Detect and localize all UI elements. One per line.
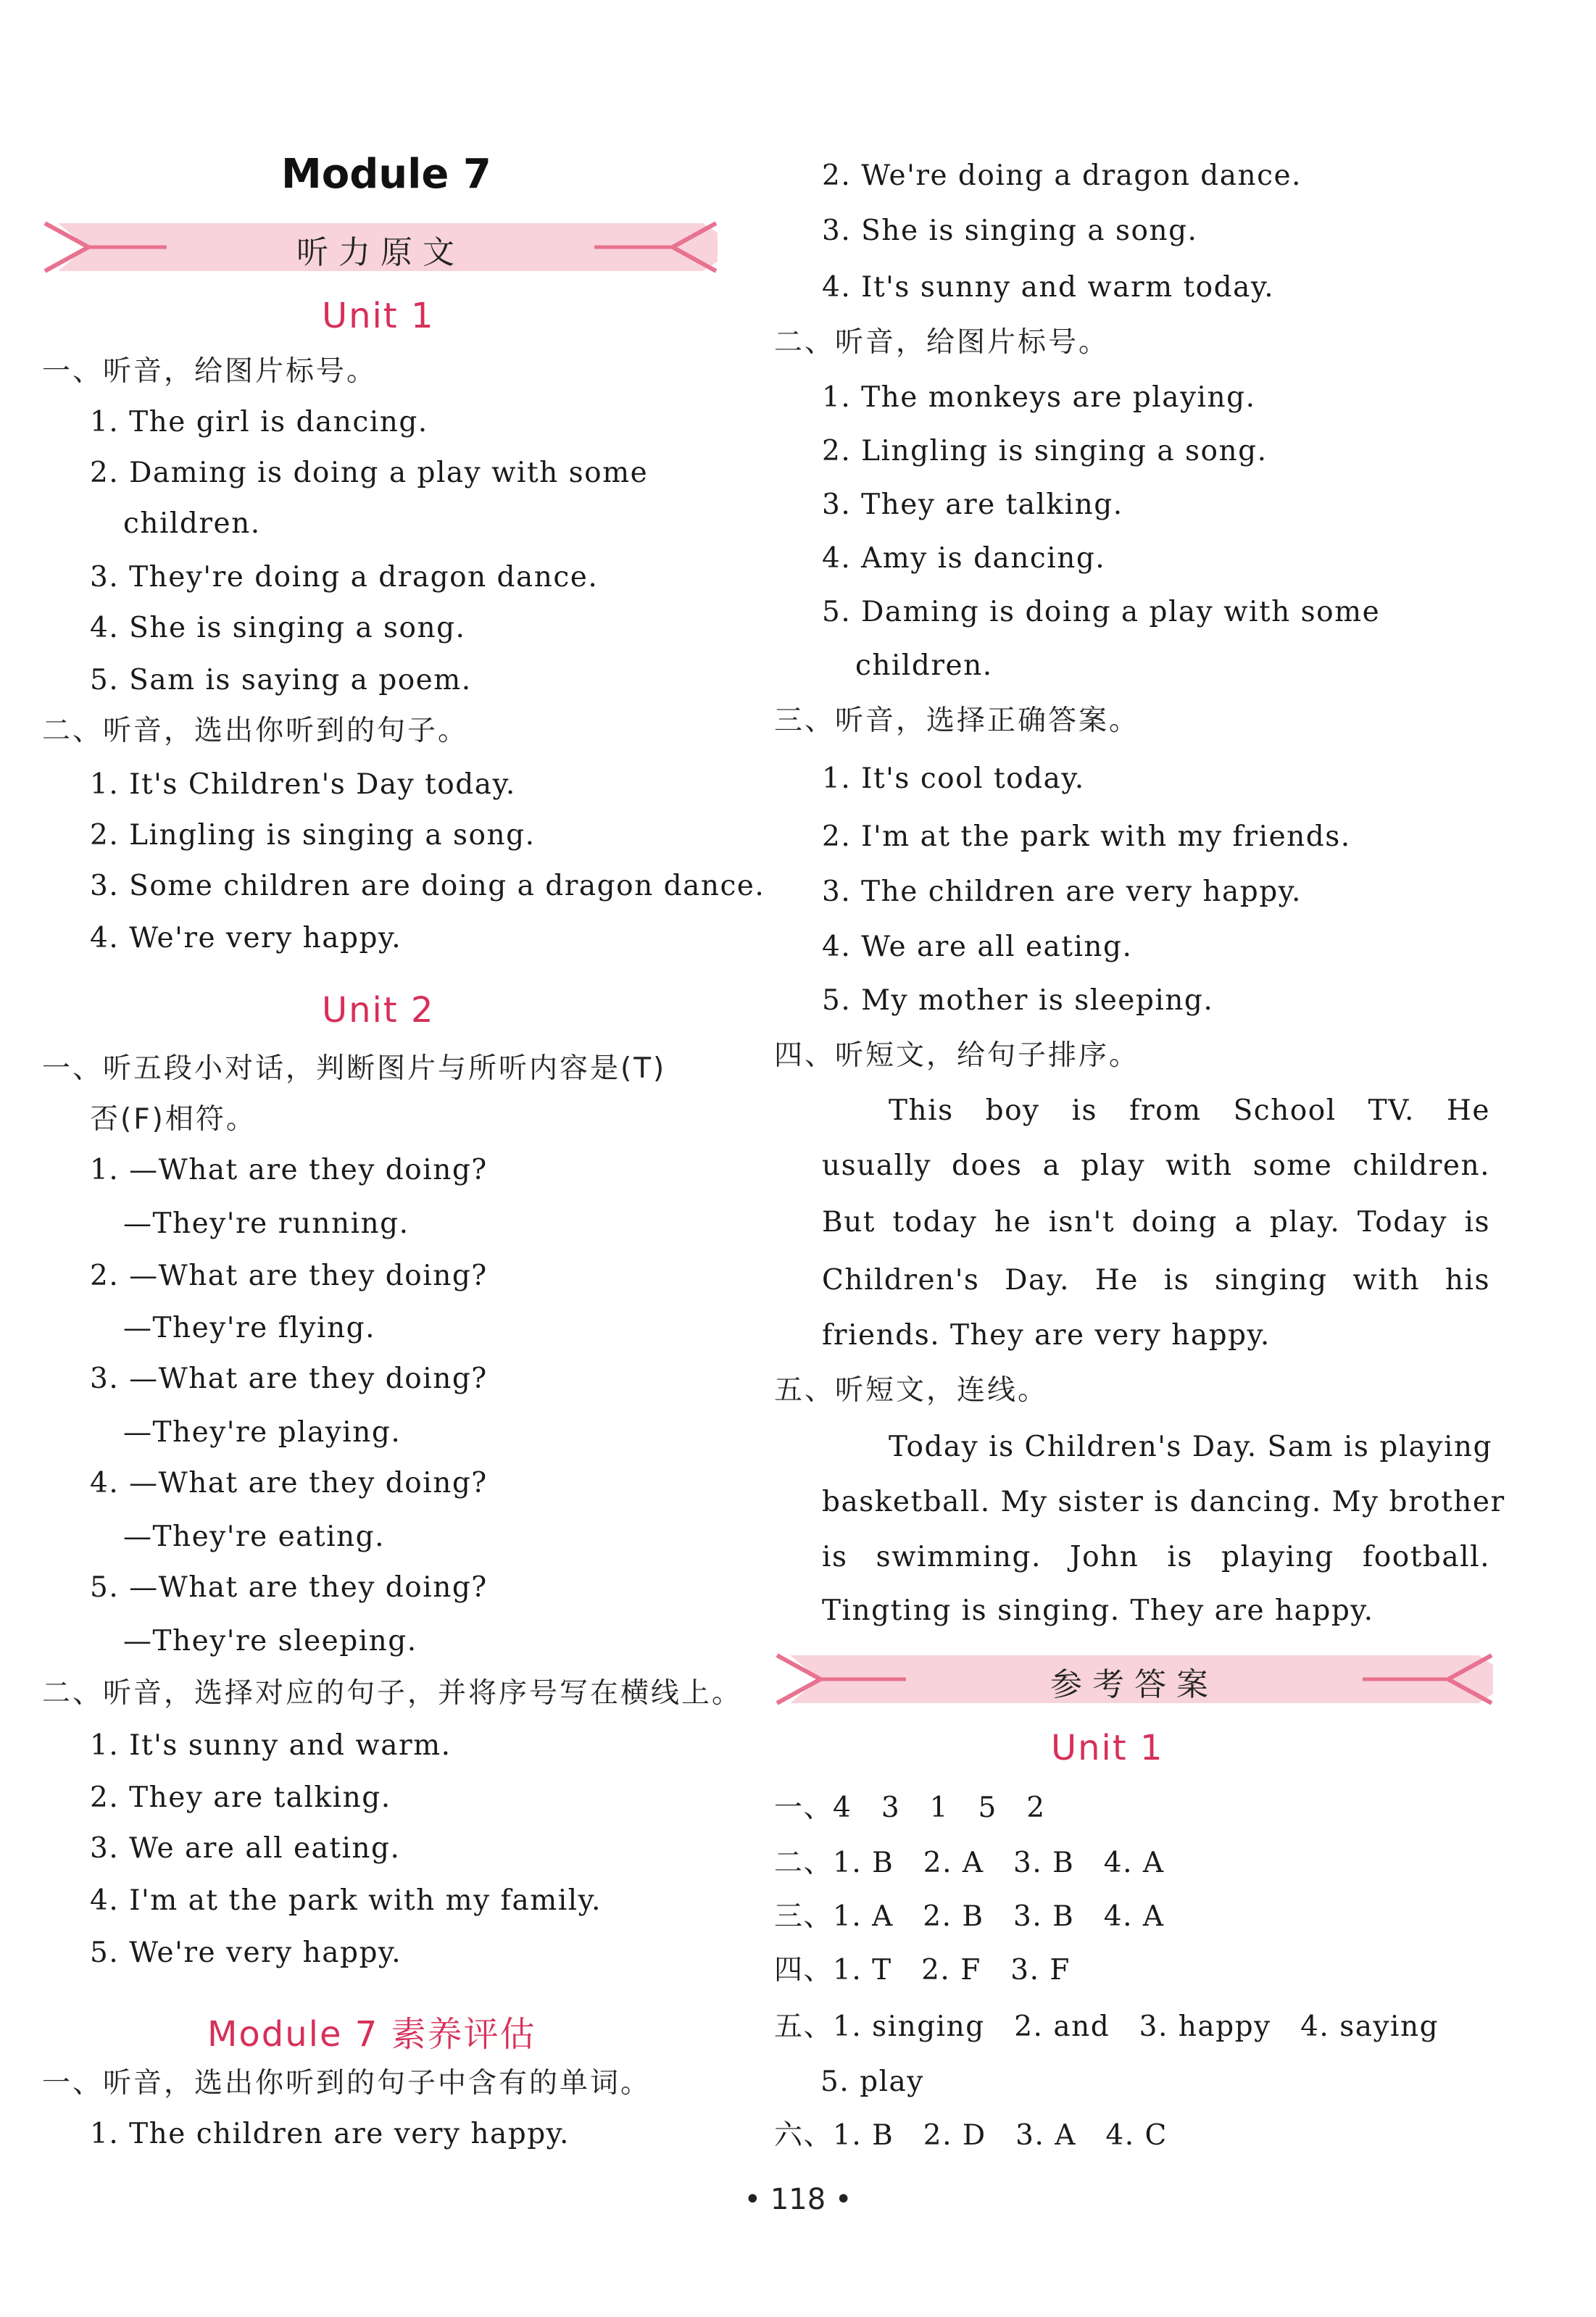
list-item: 3. The children are very happy. — [822, 875, 1302, 908]
passage-line: usually does a play with some children. — [822, 1149, 1490, 1182]
passage-line: friends. They are very happy. — [822, 1319, 1271, 1352]
passage-line: Children's Day. He is singing with his — [822, 1264, 1490, 1297]
list-item: children. — [123, 507, 261, 540]
dialog-question: 2. —What are they doing? — [90, 1260, 488, 1292]
unit1-q1-heading: 一、听音，给图片标号。 — [42, 355, 378, 388]
dialog-answer: —They're flying. — [123, 1312, 375, 1344]
list-item: 3. We are all eating. — [90, 1832, 401, 1865]
answer-row: 五、1. singing 2. and 3. happy 4. saying — [774, 2010, 1439, 2043]
q3-heading: 三、听音，选择正确答案。 — [774, 704, 1140, 737]
passage-line: Tingting is singing. They are happy. — [822, 1594, 1374, 1627]
answer-row: 5. play — [820, 2066, 924, 2098]
dialog-answer: —They're sleeping. — [123, 1625, 417, 1657]
list-item: 1. The girl is dancing. — [90, 406, 428, 438]
answer-row: 一、4 3 1 5 2 — [774, 1792, 1046, 1824]
list-item: 1. It's cool today. — [822, 762, 1085, 795]
dialog-answer: —They're eating. — [123, 1521, 386, 1553]
module-title: Module 7 — [281, 151, 491, 198]
list-item: 5. We're very happy. — [90, 1937, 402, 1969]
banner-listening-text: 听力原文 — [296, 234, 465, 271]
q2-heading: 二、听音，给图片标号。 — [774, 326, 1110, 359]
list-item: 2. Daming is doing a play with some — [90, 457, 649, 489]
list-item: 4. Amy is dancing. — [822, 542, 1106, 575]
answer-row: 三、1. A 2. B 3. B 4. A — [774, 1900, 1165, 1933]
dialog-answer: —They're playing. — [123, 1416, 402, 1449]
list-item: 4. I'm at the park with my family. — [90, 1884, 602, 1917]
passage-line: But today he isn't doing a play. Today is — [822, 1206, 1490, 1239]
list-item: 5. Sam is saying a poem. — [90, 664, 472, 696]
eval-title: Module 7 素养评估 — [207, 2014, 536, 2055]
unit2-q1-heading: 一、听五段小对话，判断图片与所听内容是(T) — [42, 1052, 667, 1085]
list-item: 4. She is singing a song. — [90, 612, 466, 644]
unit1-title: Unit 1 — [322, 296, 435, 336]
list-item: 1. It's Children's Day today. — [90, 768, 516, 801]
passage-line: basketball. My sister is dancing. My brother — [822, 1486, 1505, 1518]
list-item: 1. It's sunny and warm. — [90, 1729, 452, 1762]
list-item: 2. We're doing a dragon dance. — [822, 159, 1302, 192]
list-item: 5. Daming is doing a play with some — [822, 596, 1381, 628]
q5-heading: 五、听短文，连线。 — [774, 1374, 1049, 1407]
unit2-q1-heading-cont: 否(F)相符。 — [90, 1103, 257, 1136]
unit2-title: Unit 2 — [322, 990, 435, 1031]
q4-heading: 四、听短文，给句子排序。 — [774, 1039, 1140, 1072]
unit2-q2-heading: 二、听音，选择对应的句子，并将序号写在横线上。 — [42, 1677, 743, 1710]
list-item: 3. Some children are doing a dragon dance. — [90, 870, 765, 902]
list-item: 3. They are talking. — [822, 488, 1123, 521]
list-item: 1. The monkeys are playing. — [822, 381, 1256, 414]
page-number: • 118 • — [744, 2183, 852, 2216]
answer-row: 四、1. T 2. F 3. F — [774, 1954, 1071, 1987]
passage-line: Today is Children's Day. Sam is playing — [889, 1431, 1493, 1463]
list-item: 4. We are all eating. — [822, 931, 1133, 963]
list-item: 5. My mother is sleeping. — [822, 984, 1214, 1017]
answer-row: 二、1. B 2. A 3. B 4. A — [774, 1847, 1165, 1879]
passage-line: is swimming. John is playing football. — [822, 1541, 1490, 1573]
banner-answers — [776, 1647, 1493, 1712]
dialog-question: 5. —What are they doing? — [90, 1571, 488, 1604]
list-item: 2. Lingling is singing a song. — [822, 435, 1268, 467]
banner-answers-text: 参考答案 — [1050, 1666, 1218, 1703]
answers-unit-title: Unit 1 — [1051, 1728, 1164, 1768]
answer-row: 六、1. B 2. D 3. A 4. C — [774, 2119, 1168, 2152]
dialog-question: 3. —What are they doing? — [90, 1363, 488, 1395]
list-item: 3. They're doing a dragon dance. — [90, 561, 599, 594]
eval-q1-heading: 一、听音，选出你听到的句子中含有的单词。 — [42, 2067, 652, 2100]
banner-listening — [43, 215, 718, 280]
list-item: 2. Lingling is singing a song. — [90, 819, 536, 852]
dialog-question: 1. —What are they doing? — [90, 1154, 488, 1186]
list-item: 3. She is singing a song. — [822, 215, 1198, 247]
passage-line: This boy is from School TV. He — [889, 1094, 1490, 1127]
dialog-answer: —They're running. — [123, 1207, 410, 1240]
unit1-q2-heading: 二、听音，选出你听到的句子。 — [42, 715, 469, 747]
list-item: 4. We're very happy. — [90, 922, 402, 954]
dialog-question: 4. —What are they doing? — [90, 1467, 488, 1499]
list-item: 1. The children are very happy. — [90, 2118, 570, 2150]
list-item: 4. It's sunny and warm today. — [822, 271, 1275, 304]
list-item: 2. They are talking. — [90, 1781, 391, 1814]
list-item: 2. I'm at the park with my friends. — [822, 820, 1351, 853]
list-item: children. — [855, 649, 993, 682]
